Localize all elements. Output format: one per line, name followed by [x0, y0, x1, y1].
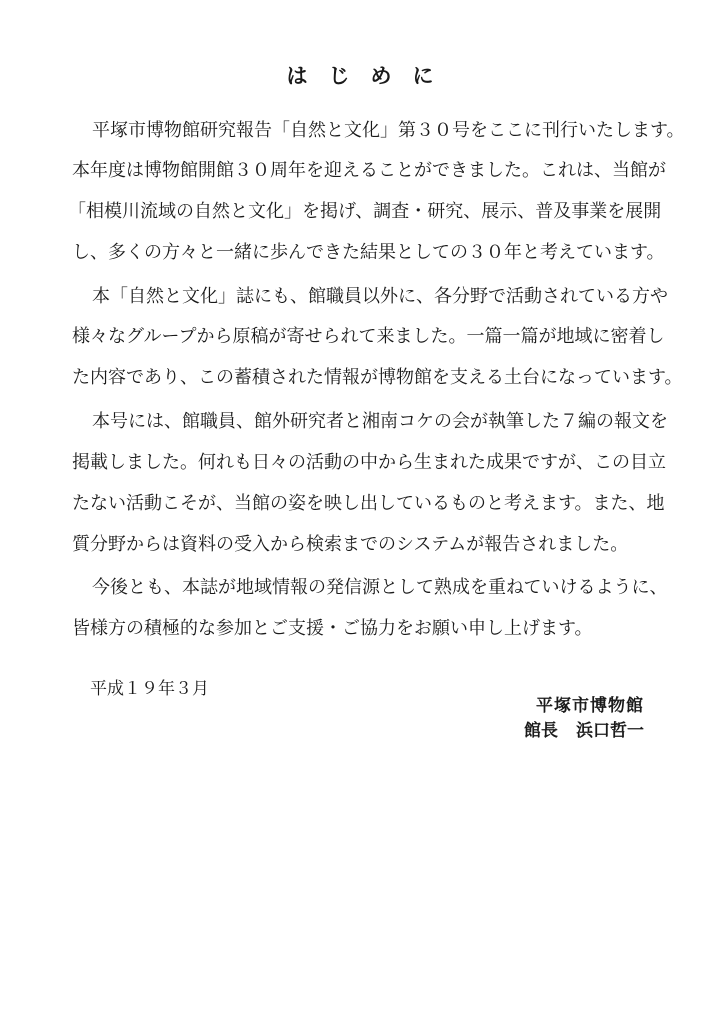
body-line: 「相模川流域の自然と文化」を掲げ、調査・研究、展示、普及事業を展開 — [68, 201, 662, 222]
signature-name: 浜口哲一 — [576, 721, 644, 741]
body-line: 本「自然と文化」誌にも、館職員以外に、各分野で活動されている方や — [92, 286, 668, 307]
body-line: 質分野からは資料の受入から検索までのシステムが報告されました。 — [72, 534, 629, 555]
body-line: 様々なグループから原稿が寄せられて来ました。一篇一篇が地域に密着し — [72, 326, 665, 347]
body-line: 皆様方の積極的な参加とご支援・ご協力をお願い申し上げます。 — [72, 618, 593, 639]
body-line: た内容であり、この蓄積された情報が博物館を支える土台になっています。 — [72, 367, 683, 388]
body-line: たない活動こそが、当館の姿を映し出しているものと考えます。また、地 — [72, 493, 665, 514]
body-line: 本号には、館職員、館外研究者と湘南コケの会が執筆した７編の報文を — [92, 411, 668, 432]
signature-role: 館長 — [524, 721, 558, 741]
signature-organization: 平塚市博物館 — [536, 696, 644, 716]
body-line: 掲載しました。何れも日々の活動の中から生まれた成果ですが、この目立 — [72, 452, 666, 473]
body-line: 今後とも、本誌が地域情報の発信源として熟成を重ねていけるように、 — [92, 577, 668, 598]
date: 平成１９年３月 — [90, 679, 209, 699]
signature-name-line — [524, 720, 644, 742]
page-title: はじめに — [286, 64, 455, 88]
body-line: し、多くの方々と一緒に歩んできた結果としての３０年と考えています。 — [72, 242, 665, 263]
body-line: 平塚市博物館研究報告「自然と文化」第３０号をここに刊行いたします。 — [92, 120, 685, 141]
body-line: 本年度は博物館開館３０周年を迎えることができました。これは、当館が — [72, 160, 666, 181]
